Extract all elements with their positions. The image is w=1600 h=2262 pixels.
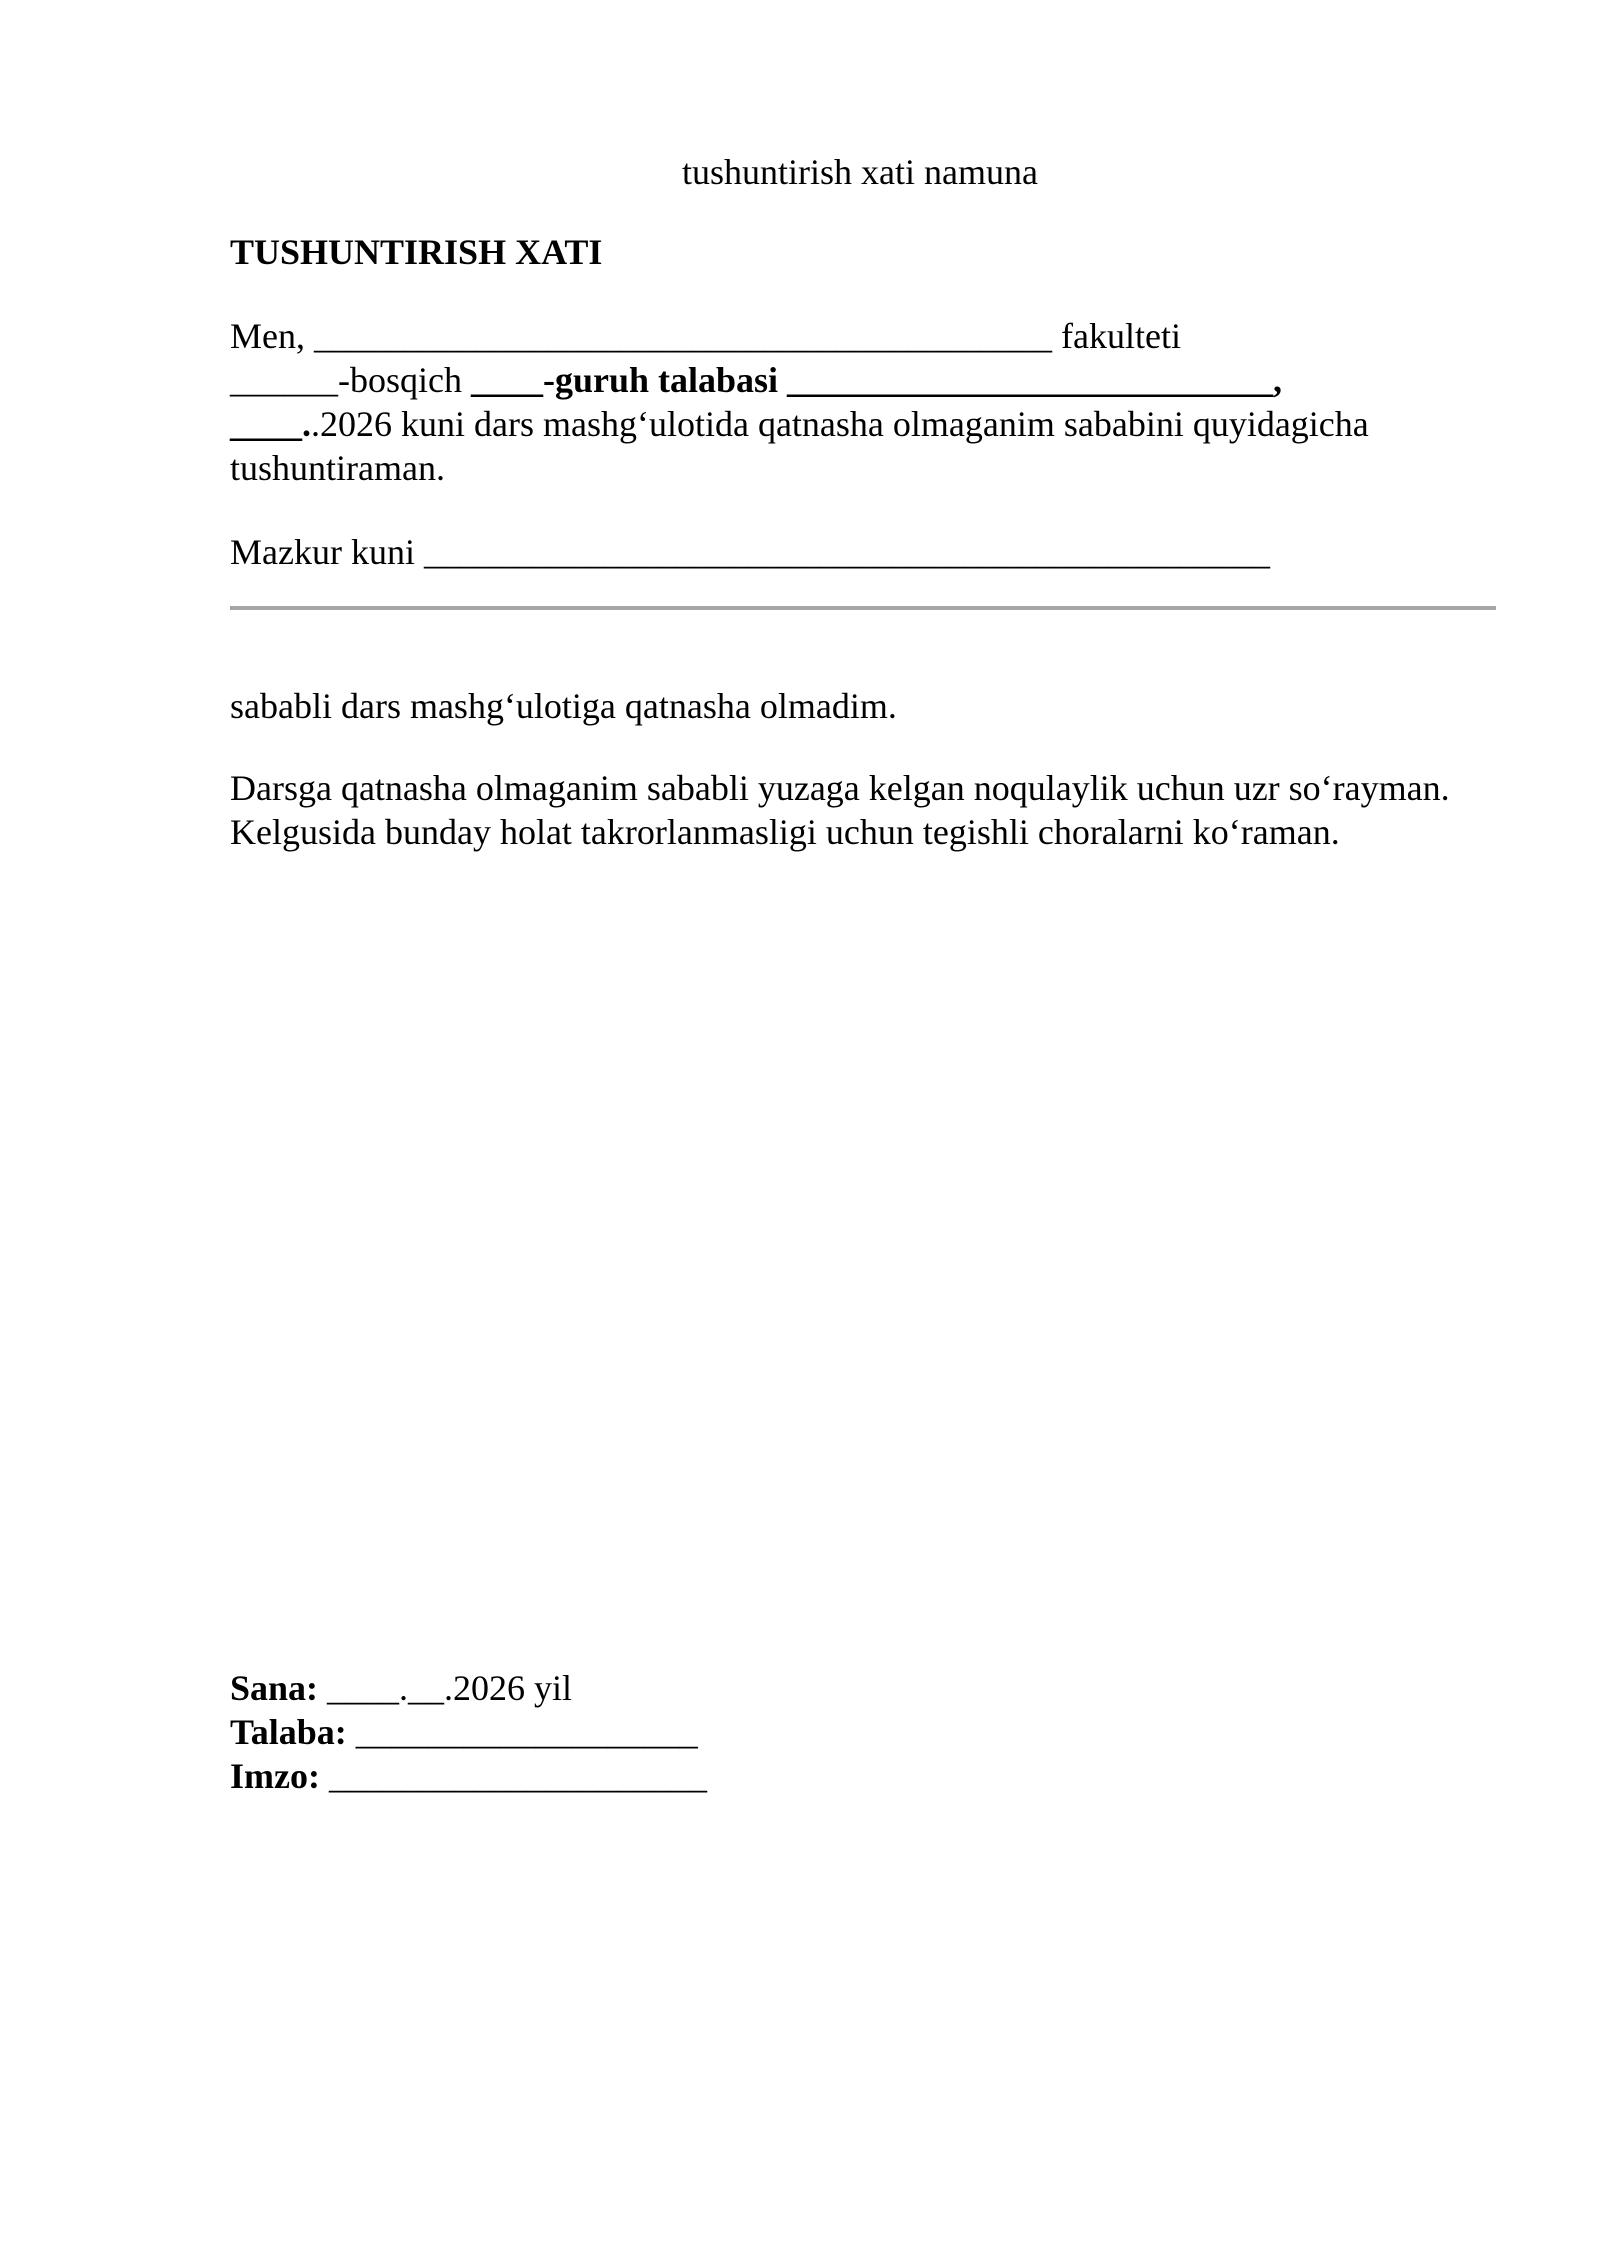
day-blank: ____.	[230, 404, 311, 444]
reason-blank: _______________________________________________	[423, 532, 1270, 572]
signature-block	[230, 1666, 1500, 1798]
student-line	[230, 1710, 1500, 1754]
intro-date-text: .2026 kuni dars mashg‘ulotida qatnasha olmaganim sababini quyidagicha tushuntiraman.	[230, 404, 1369, 488]
name-blank: _________________________________________	[314, 316, 1052, 356]
stage-blank: ______	[230, 360, 338, 400]
intro-line-date	[230, 402, 1500, 490]
date-value: ____.__.2026 yil	[318, 1668, 573, 1708]
reason-label: Mazkur kuni	[230, 532, 424, 572]
apology-paragraph: Darsga qatnasha olmaganim sababli yuzaga kelgan noqulaylik uchun uzr so‘rayman. Kelgusida bunday holat takrorlanmasligi uchun tegishli choralarni ko‘raman.	[230, 768, 1450, 852]
sign-value: _____________________	[319, 1756, 707, 1796]
date-label: Sana:	[230, 1668, 319, 1708]
intro-prefix: Men,	[230, 316, 314, 356]
group-blank: ____	[470, 360, 543, 400]
document-title: TUSHUNTIRISH XATI	[230, 232, 603, 272]
intro-line-faculty	[230, 314, 1500, 358]
student-label: Talaba:	[230, 1712, 347, 1752]
stage-label: -bosqich	[338, 360, 471, 400]
reason-divider	[230, 606, 1496, 610]
student-value: ___________________	[346, 1712, 698, 1752]
because-paragraph: sababli dars mashg‘ulotiga qatnasha olmadim.	[230, 686, 897, 726]
sign-line	[230, 1754, 1500, 1798]
student-name-blank: ___________________________,	[778, 360, 1283, 400]
intro-paragraph	[230, 314, 1500, 490]
reason-line	[230, 530, 1500, 574]
faculty-label: fakulteti	[1052, 316, 1181, 356]
sign-label: Imzo:	[230, 1756, 320, 1796]
intro-line-group	[230, 358, 1500, 402]
page-header-title: tushuntirish xati namuna	[682, 152, 1038, 192]
group-label: -guruh talabasi	[542, 360, 779, 400]
date-line	[230, 1666, 1500, 1710]
